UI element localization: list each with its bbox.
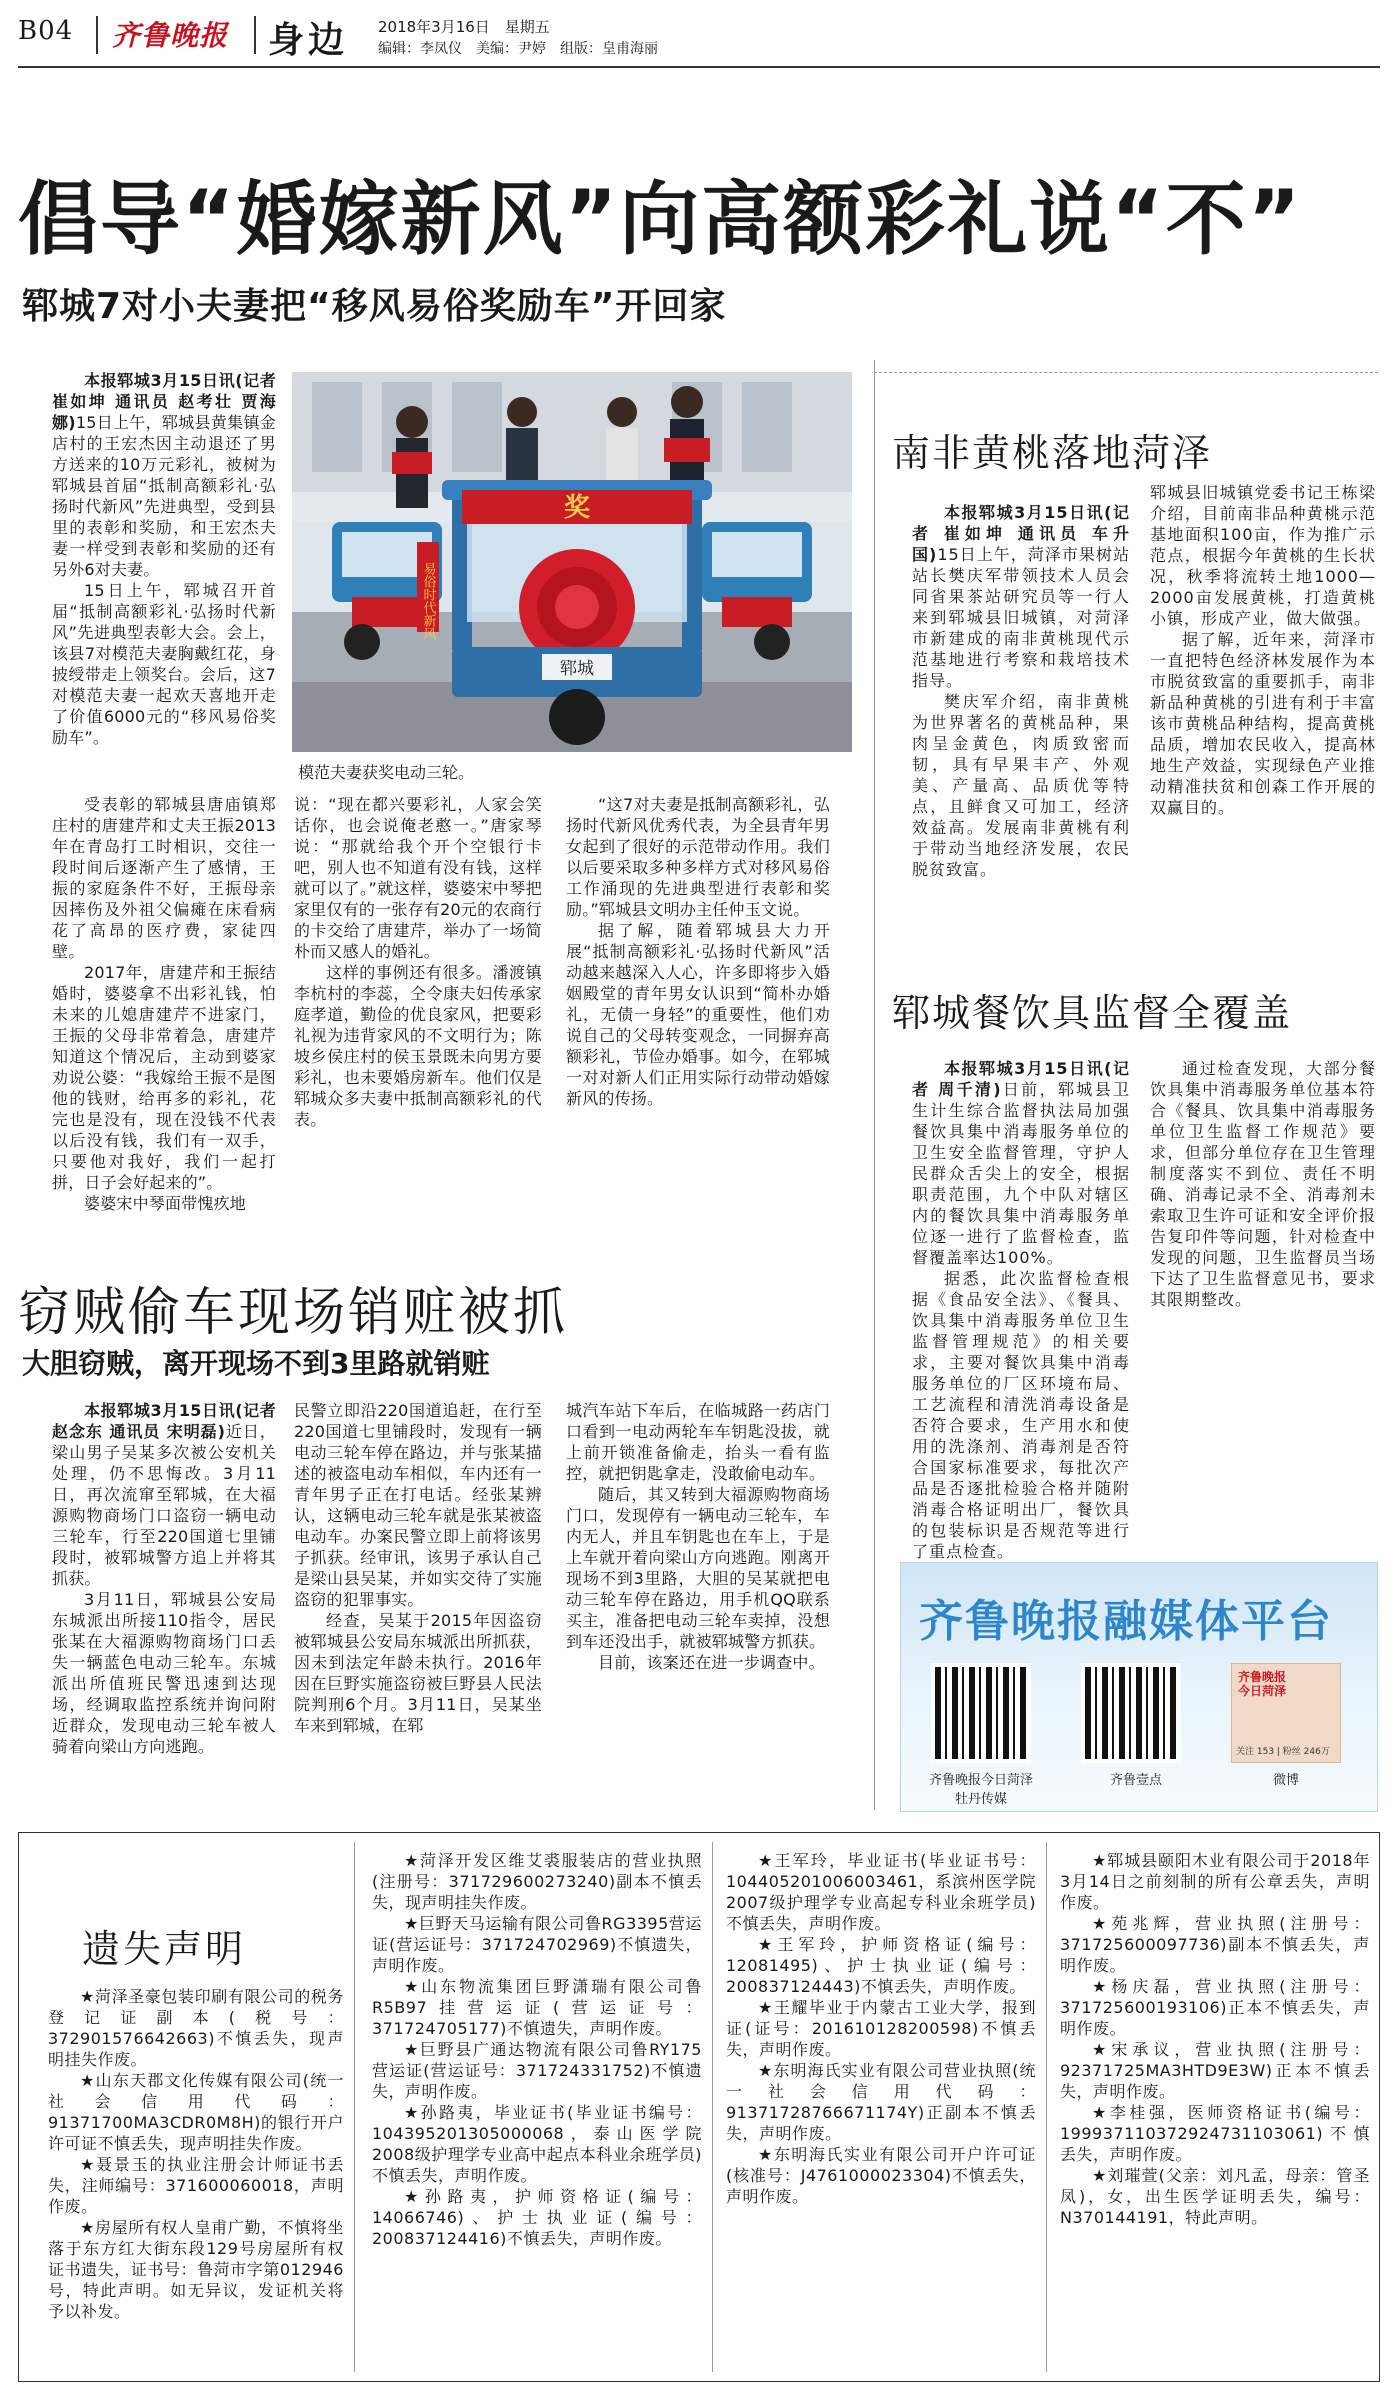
notice-item: ★孙路夷，毕业证书(毕业证书编号：104395201305000068，泰山医学院2008级护理学专业高中起点本科业余班学员)不慎丢失，声明作废。 <box>372 2103 702 2185</box>
theft-column-3 <box>566 1400 830 1673</box>
header-divider <box>254 16 256 54</box>
tricycle-photo-illustration <box>292 372 852 752</box>
theft-title: 窃贼偷车现场销赃被抓 <box>18 1283 569 1343</box>
notices-column-3 <box>726 1850 1036 2207</box>
theft-paragraph: 近日，梁山男子吴某多次被公安机关处理，仍不思悔改。3月11日，再次流窜至郓城，在大福源购物商场门口盗窃一辆电动三轮车，行至220国道七里铺段时，被郓城警方追上并将其抓获。 <box>52 1422 276 1588</box>
photo-banner: 易俗时代新风 <box>420 562 436 640</box>
lead-photo <box>292 372 852 752</box>
qr-label: 微博 <box>1272 1773 1299 1788</box>
notice-item: ★孙路夷，护师资格证(编号：14066746)、护士执业证(编号：200837124416)不慎丢失，声明作废。 <box>372 2187 702 2248</box>
notice-item: ★刘璀萱(父亲：刘凡孟，母亲：管圣凤)，女，出生医学证明丢失，编号：N370144191，特此声明。 <box>1060 2166 1370 2227</box>
lead-paragraph: 婆婆宋中琴面带愧疚地 <box>84 1194 247 1213</box>
notice-rule <box>1046 1842 1047 2372</box>
tableware-title: 郓城餐饮具监督全覆盖 <box>892 991 1293 1035</box>
notice-item: ★东明海氏实业有限公司营业执照(统一社会信用代码：91371728766671174Y)正副本不慎丢失，声明作废。 <box>726 2061 1036 2143</box>
theft-paragraph: 经查，吴某于2015年因盗窃被郓城县公安局东城派出所抓获，因未到法定年龄未执行。2016年因在巨野实施盗窃被巨野县人民法院判刑6个月。3月11日，吴某坐车来到郓城，在郓 <box>294 1611 542 1735</box>
header-rule <box>18 66 1380 68</box>
lead-column-3 <box>566 794 830 1109</box>
notice-item: ★杨庆磊，营业执照(注册号：371725600193106)正本不慎丢失，声明作废。 <box>1060 1977 1370 2038</box>
notice-item: ★菏泽开发区维艾裘服装店的营业执照(注册号：371729600273240)副本不慎丢失，现声明挂失作废。 <box>372 1851 702 1912</box>
column-rule <box>874 360 875 1810</box>
qr-label: 齐鲁壹点 <box>1109 1773 1162 1788</box>
newspaper-logo: 齐鲁晚报 <box>112 19 229 52</box>
lead-column-2 <box>294 794 542 1130</box>
notice-item: ★王耀毕业于内蒙古工业大学，报到证(证号：201610128200598)不慎丢失，声明作废。 <box>726 1998 1036 2059</box>
notice-item: ★李桂强，医师资格证书(编号：199937110372924731103061)不慎丢失，声明作废。 <box>1060 2103 1370 2164</box>
lead-paragraph: 说：“现在都兴要彩礼，人家会笑话你，也会说俺老憨一。”唐家琴说：“那就给我个开个空银行卡吧，别人也不知道有没有钱，这样就可以了。”就这样，婆婆宋中琴把家里仅有的一张存有20元的农商行的卡交给了唐建芹，举办了一场简朴而又感人的婚礼。 <box>294 795 542 961</box>
notice-item: ★东明海氏实业有限公司开户许可证(核准号：J4761000023304)不慎丢失，声明作废。 <box>726 2145 1036 2206</box>
lead-paragraph: 15日上午，郓城召开首届“抵制高额彩礼·弘扬时代新风”先进典型表彰大会。会上，该县7对模范夫妻胸戴红花，身披绶带走上领奖台。会后，这7对模范夫妻一起欢天喜地开走了价值6000元的“移风易俗奖励车”。 <box>52 581 276 747</box>
notice-item: ★房屋所有权人皇甫广勤，不慎将坐落于东方红大街东段129号房屋所有权证书遗失，证书号：鲁菏市字第012946号，特此声明。如无异议，发证机关将予以补发。 <box>48 2218 344 2321</box>
tableware-column-2 <box>1150 1058 1376 1310</box>
notice-rule <box>712 1842 713 2372</box>
peach-column-2 <box>1150 482 1376 818</box>
notice-item: ★宋承议，营业执照(注册号：92371725MA3HTD9E3W)正本不慎丢失，声明作废。 <box>1060 2040 1370 2101</box>
peach-paragraph: 樊庆军介绍，南非黄桃为世界著名的黄桃品种，果肉呈金黄色，肉质致密而韧，具有早果丰产、外观美、产量高、品质优等特点，且鲜食又可加工，经济效益高。发展南非黄桃有利于带动当地经济发展，农民脱贫致富。 <box>912 692 1130 879</box>
notice-item: ★聂景玉的执业注册会计师证书丢失，注师编号：371600060018，声明作废。 <box>48 2155 344 2216</box>
media-platform-ad <box>900 1562 1378 1812</box>
tableware-paragraph: 日前，郓城县卫生计生综合监督执法局加强餐饮具集中消毒服务单位的卫生安全监督管理，守护人民群众舌尖上的安全，根据职责范围，九个中队对辖区内的餐饮具集中消毒服务单位逐一进行了监督检查，监督覆盖率达100%。 <box>912 1080 1130 1267</box>
notice-item: ★郓城县颐阳木业有限公司于2018年3月14日之前刻制的所有公章丢失，声明作废。 <box>1060 1851 1370 1912</box>
weibo-preview[interactable] <box>1231 1663 1341 1763</box>
notice-item: ★王军玲，毕业证书(毕业证书号：104405201006003461，系滨州医学院2007级护理学专业高起专科业余班学员)不慎丢失，声明作废。 <box>726 1851 1036 1933</box>
lead-paragraph: 15日上午，郓城县黄集镇金店村的王宏杰因主动退还了男方送来的10万元彩礼，被树为郓城县首届“抵制高额彩礼·弘扬时代新风”先进典型，受到县里的表彰和奖励，和王宏杰夫妻一样受到表彰和奖励的还有另外6对夫妻。 <box>52 413 276 579</box>
lead-paragraph: 据了解，随着郓城县大力开展“抵制高额彩礼·弘扬时代新风”活动越来越深入人心，许多即将步入婚姻殿堂的青年男女认识到“简朴办婚礼，无债一身轻”的重要性，他们劝说自己的父母转变观念，一同摒弃高额彩礼，节俭办婚事。如今，在郓城一对对新人们正用实际行动带动婚嫁新风的传扬。 <box>566 921 830 1108</box>
theft-subhead: 大胆窃贼，离开现场不到3里路就销赃 <box>22 1347 490 1380</box>
notice-item: ★山东天郡文化传媒有限公司(统一社会信用代码：91371700MA3CDR0M8H)的银行开户许可证不慎丢失，现声明挂失作废。 <box>48 2071 344 2153</box>
tableware-paragraph: 通过检查发现，大部分餐饮具集中消毒服务单位基本符合《餐具、饮具集中消毒服务单位卫生监督工作规范》要求，但部分单位存在卫生管理制度落实不到位、责任不明确、消毒记录不全、消毒剂未索取卫生许可证和安全评价报告复印件等问题，针对检查中发现的问题，卫生监督员当场下达了卫生监督意见书，要求其限期整改。 <box>1150 1059 1376 1309</box>
editor-credits: 编辑：李凤仪 美编：尹婷 组版：皇甫海丽 <box>378 41 658 57</box>
notice-item: ★菏泽圣豪包装印刷有限公司的税务登记证副本(税号：372901576642663)不慎丢失，现声明挂失作废。 <box>48 1987 344 2069</box>
tableware-column-1 <box>912 1058 1130 1562</box>
peach-column-1 <box>912 502 1130 880</box>
theft-paragraph: 民警立即沿220国道追赶，在行至220国道七里铺段时，发现有一辆电动三轮车停在路边，并与张某描述的被盗电动车相似，车内还有一青年男子正在打电话。经张某辨认，这辆电动三轮车就是张某被盗电动车。办案民警立即上前将该男子抓获。经审讯，该男子承认自己是梁山县吴某，并如实交待了实施盗窃的犯罪事实。 <box>294 1401 542 1609</box>
lead-paragraph: 2017年，唐建芹和王振结婚时，婆婆拿不出彩礼钱，怕未来的儿媳唐建芹不进家门，王振的父母非常着急，唐建芹知道这个情况后，主动到婆家劝说公婆：“我嫁给王振不是图他的钱财，给再多的彩礼，花完也是没有，现在没钱不代表以后没有钱，我们有一双手，只要他对我好，我们一起打拼，日子会好起来的”。 <box>52 963 276 1192</box>
notice-item: ★巨野天马运输有限公司鲁RG3395营运证(营运证号：371724702969)不慎遗失，声明作废。 <box>372 1914 702 1975</box>
notice-item: ★山东物流集团巨野潇瑞有限公司鲁R5B97挂营运证(营运证号：371724705177)不慎遗失，声明作废。 <box>372 1977 702 2038</box>
tableware-paragraph: 据悉，此次监督检查根据《食品安全法》、《餐具、饮具集中消毒服务单位卫生监督管理规范》的相关要求，主要对餐饮具集中消毒服务单位的厂区环境布局、工艺流程和清洗消毒设备是否符合要求，生产用水和使用的洗涤剂、消毒剂是否符合国家标准要求，每批次产品是否逐批检验合格并随附消毒合格证明出厂，餐饮具的包装标识是否规范等进行了重点检查。 <box>912 1269 1130 1561</box>
qr-code-icon[interactable] <box>1081 1663 1181 1763</box>
photo-caption: 模范夫妻获奖电动三轮。 <box>298 763 475 782</box>
theft-column-1 <box>52 1400 276 1757</box>
notices-column-1 <box>48 1986 344 2322</box>
photo-sign: 奖 <box>563 493 591 523</box>
notice-item: ★苑兆辉，营业执照(注册号：371725600097736)副本不慎丢失，声明作废。 <box>1060 1914 1370 1975</box>
ad-title: 齐鲁晚报融媒体平台 <box>919 1596 1333 1647</box>
theft-paragraph: 随后，其又转到大福源购物商场门口，发现停有一辆电动三轮车，车内无人，并且车钥匙也在车上，于是上车就开着向梁山方向逃跑。刚离开现场不到3里路，大胆的吴某就把电动三轮车停在路边，用手机QQ联系买主，准备把电动三轮车卖掉，没想到车还没出手，就被郓城警方抓获。 <box>566 1485 830 1651</box>
lead-dateline: 本报郓城3月15日讯(记者 崔如坤 通讯员 赵考壮 贾海娜) <box>52 371 276 432</box>
section-name: 身边 <box>268 20 349 61</box>
peach-dateline: 本报郓城3月15日讯(记者 崔如坤 通讯员 车升国) <box>912 503 1130 564</box>
notice-rule <box>354 1842 355 2372</box>
notices-column-2 <box>372 1850 702 2249</box>
notice-item: ★王军玲，护师资格证(编号：12081495)、护士执业证(编号：200837124443)不慎丢失，声明作废。 <box>726 1935 1036 1996</box>
lead-paragraph: “这7对夫妻是抵制高额彩礼，弘扬时代新风优秀代表，为全县青年男女起到了很好的示范带动作用。我们以后要采取多种多样方式对移风易俗工作涌现的先进典型进行表彰和奖励。”郓城县文明办主任仲玉文说。 <box>566 795 830 919</box>
notice-item: ★巨野县广通达物流有限公司鲁RY175营运证(营运证号：371724331752)不慎遗失，声明作废。 <box>372 2040 702 2101</box>
lead-subhead: 郓城7对小夫妻把“移风易俗奖励车”开回家 <box>22 286 727 327</box>
lead-column-1b <box>52 794 276 1214</box>
theft-paragraph: 城汽车站下车后，在临城路一药店门口看到一电动两轮车车钥匙没拔，就上前开锁准备偷走，抬头一看有监控，就把钥匙拿走，没敢偷电动车。 <box>566 1401 830 1483</box>
theft-paragraph: 3月11日，郓城县公安局东城派出所接110指令，居民张某在大福源购物商场门口丢失一辆蓝色电动三轮车。东城派出所值班民警迅速到达现场，经调取监控系统并询问附近群众，发现电动三轮车被人骑着向梁山方向逃跑。 <box>52 1590 276 1756</box>
lead-column-1 <box>52 370 276 748</box>
notices-column-4 <box>1060 1850 1370 2228</box>
section-rule <box>874 372 1378 373</box>
notices-title: 遗失声明 <box>82 1927 247 1971</box>
weibo-account-name: 齐鲁晚报 今日菏泽 <box>1238 1670 1287 1698</box>
peach-title: 南非黄桃落地菏泽 <box>892 431 1213 475</box>
qr-code-icon[interactable] <box>931 1663 1031 1763</box>
theft-column-2 <box>294 1400 542 1736</box>
issue-date: 2018年3月16日 星期五 <box>378 18 550 36</box>
peach-paragraph: 郓城县旧城镇党委书记王栋梁介绍，目前南非品种黄桃示范基地面积100亩，作为推广示范点，根据今年黄桃的生长状况，秋季将流转土地1000—2000亩发展黄桃，打造黄桃小镇，形成产业，做大做强。 <box>1150 483 1376 628</box>
weibo-stats: 关注 153 | 粉丝 246万 <box>1236 1747 1330 1757</box>
peach-paragraph: 15日上午，菏泽市果树站站长樊庆军带领技术人员会同省果茶站研究员等一行人来到郓城县旧城镇，对菏泽市新建成的南非黄桃现代示范基地进行考察和栽培技术指导。 <box>912 545 1130 690</box>
header-divider <box>96 16 98 54</box>
page-number: B04 <box>18 16 74 46</box>
qr-label: 齐鲁晚报今日菏泽 牡丹传媒 <box>928 1773 1033 1807</box>
lead-paragraph: 受表彰的郓城县唐庙镇郑庄村的唐建芹和丈夫王振2013年在青岛打工时相识，交往一段时间后逐渐产生了感情，王振的家庭条件不好，王振母亲因摔伤及外祖父偏瘫在床看病花了高昂的医疗费，家徒四壁。 <box>52 795 276 961</box>
lead-headline: 倡导“婚嫁新风”向高额彩礼说“不” <box>18 173 1303 266</box>
lead-paragraph: 这样的事例还有很多。潘渡镇李杭村的李蕊，仝令康夫妇传承家庭孝道，勤俭的优良家风，把要彩礼视为违背家风的不文明行为；陈坡乡侯庄村的侯玉景既未向男方要彩礼，也未要婚房新车。他们仅是郓城众多夫妻中抵制高额彩礼的代表。 <box>294 963 542 1129</box>
theft-paragraph: 目前，该案还在进一步调查中。 <box>598 1653 825 1672</box>
peach-paragraph: 据了解，近年来，菏泽市一直把特色经济林发展作为本市脱贫致富的重要抓手，南非新品种黄桃的引进有利于丰富该市黄桃品种结构，提高黄桃品质，增加农民收入，提高林地生产效益，实现绿色产业推动精准扶贫和创森工作开展的双赢目的。 <box>1150 630 1376 817</box>
tableware-dateline: 本报郓城3月15日讯(记者 周千清) <box>912 1059 1130 1099</box>
theft-dateline: 本报郓城3月15日讯(记者 赵念东 通讯员 宋明磊) <box>52 1401 276 1441</box>
photo-plate: 郓城 <box>560 659 594 679</box>
